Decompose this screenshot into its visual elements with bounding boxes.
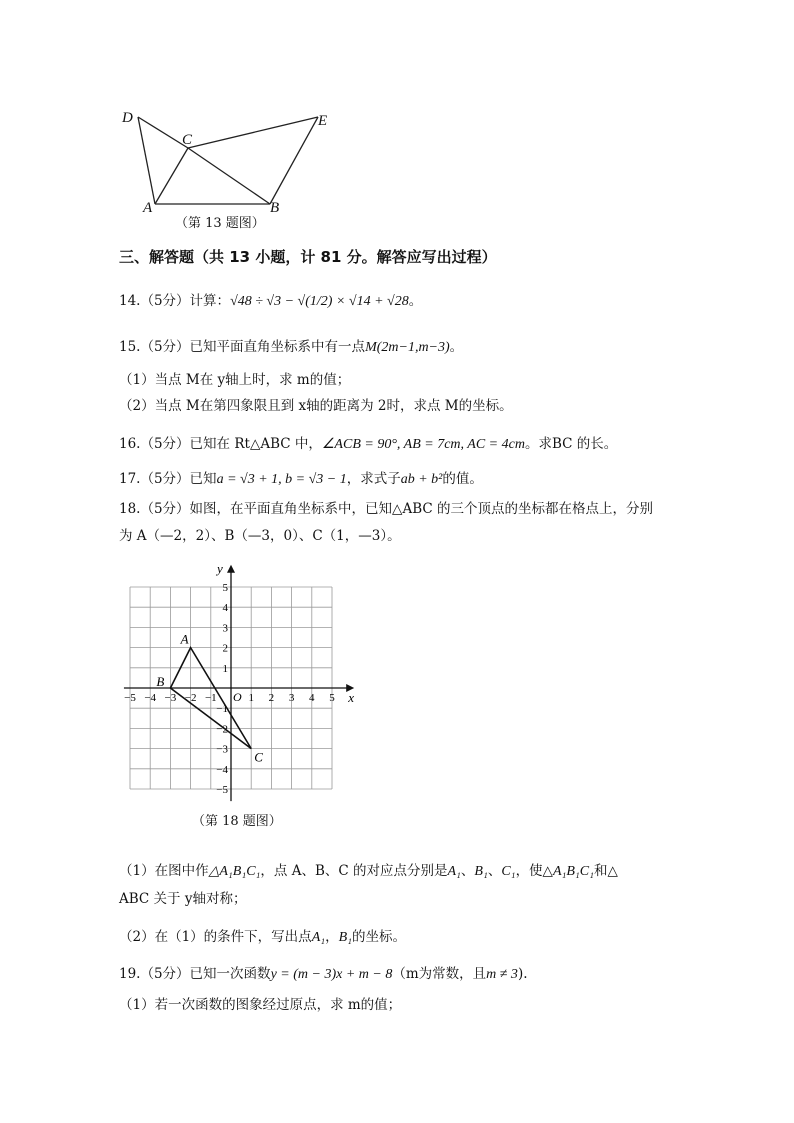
q14-expression: √48 ÷ √3 − √(1/2) × √14 + √28 [230,294,409,309]
question-15-part-2: （2）当点 M在第四象限且到 x轴的距离为 2时，求点 M的坐标。 [119,398,513,414]
question-19 [119,965,528,984]
question-15 [119,338,463,357]
segment-CE [188,117,318,148]
q17-prefix: 17.（5分）已知 [119,471,217,487]
figure-13-caption: （第 13 题图） [175,216,265,231]
origin-label: O [233,690,242,704]
q19-middle: （m为常数，且 [392,966,487,982]
q16-prefix: 16.（5分）已知在 Rt△ABC 中， [119,436,322,452]
question-19-part-1: （1）若一次函数的图象经过原点，求 m的值； [119,997,402,1013]
y-tick-label: −2 [216,723,228,736]
y-tick-label: −5 [216,784,228,796]
q18-p2-A1: A₁ [311,930,326,945]
y-tick-label: 2 [222,642,228,655]
x-tick-label: 2 [268,692,275,704]
q18-p2-B1: B₁ [338,930,353,945]
question-16 [119,435,617,454]
q16-suffix: 。求BC 的长。 [524,436,618,452]
x-tick-label: −1 [204,692,217,704]
segment-AC [155,148,188,204]
x-tick-label: −5 [124,692,136,704]
figure-18-caption: （第 18 题图） [192,814,282,829]
q15-stem-end: 。 [449,339,464,355]
y-axis-arrow [227,565,235,573]
q18-p1-B1: B₁ [474,864,488,879]
vertex-label-B: B [156,674,165,689]
question-14 [119,292,422,311]
q18-p1-sep2: 、 [487,863,502,879]
vertex-label-C: C [254,749,263,765]
point-label-D: D [122,110,133,126]
question-18-part-2 [119,928,406,947]
q19-function: y = (m − 3)x + m − 8 [270,967,393,982]
x-tick-label: −3 [164,692,177,704]
q14-suffix: 。 [408,293,423,309]
section-heading: 三、解答题（共 13 小题，计 81 分。解答应写出过程） [119,248,497,266]
q18-p1-text-b: ，点 A、B、C 的对应点分别是 [260,863,448,879]
q15-stem: 15.（5分）已知平面直角坐标系中有一点 [119,339,366,355]
x-tick-label: 5 [329,692,335,704]
question-15-part-1: （1）当点 M在 y轴上时，求 m的值； [119,372,351,388]
q18-p1-text-a: （1）在图中作 [119,863,209,879]
q17-condition: a = √3 + 1, b = √3 − 1 [216,472,347,487]
q19-prefix: 19.（5分）已知一次函数 [119,966,271,982]
vertex-label-A: A [180,631,189,647]
y-tick-label: −3 [216,743,228,756]
point-label-E: E [318,113,328,129]
x-tick-label: 1 [248,692,254,704]
y-tick-label: 4 [222,602,228,615]
point-label-C: C [182,132,193,148]
question-18-part-1 [119,862,618,881]
q17-suffix: 的值。 [442,471,483,487]
q18-p1-sep1: 、 [460,863,475,879]
question-18-part-1-line-2: ABC 关于 y轴对称； [119,891,247,907]
q19-suffix: ). [517,966,528,982]
question-17 [119,470,483,489]
x-tick-label: −2 [184,692,197,704]
q18-p2-sep: ， [325,929,339,945]
q17-middle: ，求式子 [346,471,401,487]
y-tick-label: 1 [222,662,228,675]
x-tick-label: 4 [309,692,315,704]
q18-p2-text-a: （2）在（1）的条件下，写出点 [119,929,312,945]
q18-p1-text-d: 和△ [594,863,618,879]
q19-condition: m ≠ 3 [486,967,518,982]
q18-p1-triangle: △A₁B₁C₁ [208,864,261,879]
x-axis-label: x [348,690,354,705]
figure-18-coordinate-grid [118,562,368,812]
q16-condition: ∠ACB = 90°, AB = 7cm, AC = 4cm [321,437,525,452]
y-tick-label: 3 [222,622,228,635]
segment-DC [138,117,188,148]
q14-prefix: 14.（5分）计算： [119,293,231,309]
question-18-line-1: 18.（5分）如图，在平面直角坐标系中，已知△ABC 的三个顶点的坐标都在格点上，分别 [119,501,653,517]
q18-p1-A1: A₁ [447,864,461,879]
segment-DA [138,117,155,204]
point-label-A: A [143,200,153,216]
question-18-line-2: 为 A（—2，2）、B（—3，0）、C（1，—3）。 [119,528,401,544]
x-tick-label: −4 [144,692,157,704]
y-tick-label: −4 [216,763,228,776]
segment-CB [188,148,270,204]
q15-point: M(2m−1,m−3) [365,340,450,355]
q18-p1-text-c: ，使△ [515,863,553,879]
point-label-B: B [270,200,280,216]
q18-p2-text-b: 的坐标。 [352,929,407,945]
segment-EB [270,117,318,204]
y-axis-label: y [217,562,223,576]
y-tick-label: −1 [216,703,228,716]
x-tick-label: 3 [288,692,295,704]
q18-p1-C1: C₁ [501,864,516,879]
q18-p1-triangle-2: A₁B₁C₁ [552,864,594,879]
q17-expression: ab + b² [400,472,443,487]
y-tick-label: 5 [222,582,228,594]
